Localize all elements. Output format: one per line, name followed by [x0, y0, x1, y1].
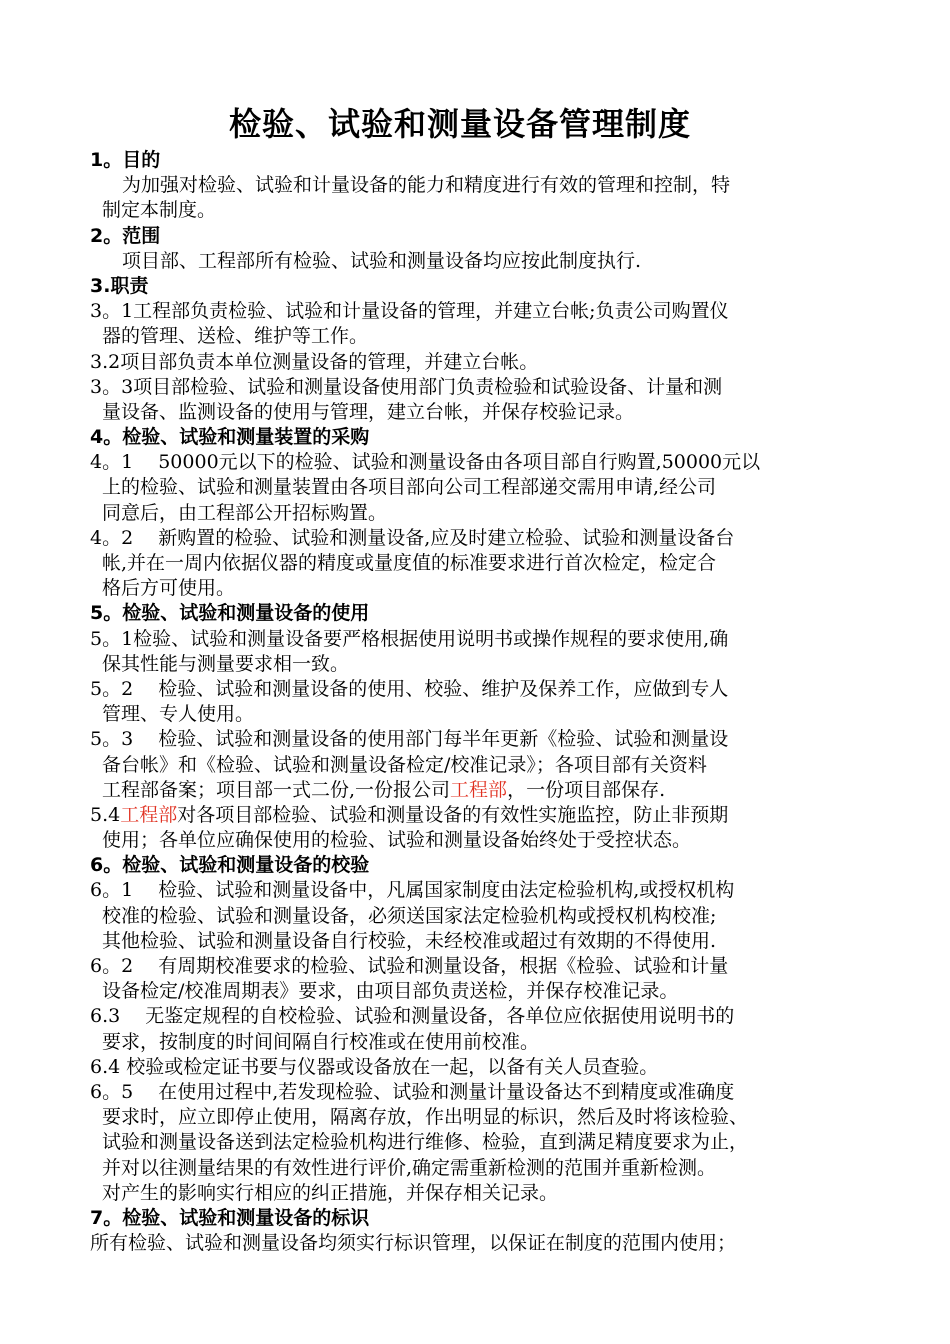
paragraph-line: 使用；各单位应确保使用的检验、试验和测量设备始终处于受控状态。	[102, 829, 692, 852]
section-heading: 3.职责	[90, 274, 149, 297]
paragraph-line: 6。1 检验、试验和测量设备中，凡属国家制度由法定检验机构,或授权机构	[90, 879, 735, 902]
paragraph-line: 要求，按制度的时间间隔自行校准或在使用前校准。	[102, 1030, 540, 1053]
paragraph-line: 试验和测量设备送到法定检验机构进行维修、检验，直到满足精度要求为止，	[102, 1131, 749, 1154]
section-heading: 6。检验、试验和测量设备的校验	[90, 854, 370, 877]
paragraph-line: 器的管理、送检、维护等工作。	[102, 325, 369, 348]
section-heading: 1。目的	[90, 149, 161, 171]
paragraph-line: 项目部、工程部所有检验、试验和测量设备均应按此制度执行.	[122, 249, 642, 272]
paragraph-line: 备台帐》和《检验、试验和测量设备检定/校准记录》；各项目部有关资料	[102, 753, 707, 776]
paragraph-line: 制定本制度。	[102, 199, 217, 222]
paragraph-line: 设备检定/校准周期表》要求，由项目部负责送检，并保存校准记录。	[102, 980, 679, 1003]
paragraph-line: 4。2 新购置的检验、试验和测量设备,应及时建立检验、试验和测量设备台	[90, 526, 735, 549]
paragraph-line: 同意后，由工程部公开招标购置。	[102, 501, 388, 524]
line-text: 5.4	[90, 803, 121, 826]
paragraph-line: 6。2 有周期校准要求的检验、试验和测量设备，根据《检验、试验和计量	[90, 955, 729, 977]
paragraph-line: 帐,并在一周内依据仪器的精度或量度值的标准要求进行首次检定，检定合	[102, 552, 717, 574]
section-heading: 5。检验、试验和测量设备的使用	[90, 602, 370, 625]
highlighted-text: 工程部	[120, 803, 178, 826]
paragraph-line: 3。1工程部负责检验、试验和计量设备的管理，并建立台帐;负责公司购置仪	[90, 300, 729, 323]
paragraph-line: 要求时，应立即停止使用，隔离存放，作出明显的标识，然后及时将该检验、	[102, 1106, 749, 1129]
paragraph-line: 3。3项目部检验、试验和测量设备使用部门负责检验和试验设备、计量和测	[90, 375, 723, 398]
line-text: 对各项目部检验、试验和测量设备的有效性实施监控，防止非预期	[177, 803, 729, 826]
paragraph-line: 为加强对检验、试验和计量设备的能力和精度进行有效的管理和控制，特	[122, 174, 731, 197]
paragraph-line: 上的检验、试验和测量装置由各项目部向公司工程部递交需用申请,经公司	[102, 476, 717, 499]
line-text: ，一份项目部保存.	[507, 778, 666, 801]
section-heading: 4。检验、试验和测量装置的采购	[90, 426, 370, 449]
paragraph-line: 6。5 在使用过程中,若发现检验、试验和测量计量设备达不到精度或准确度	[90, 1080, 735, 1103]
paragraph-line: 其他检验、试验和测量设备自行校验，未经校准或超过有效期的不得使用.	[102, 929, 717, 952]
paragraph-line: 格后方可使用。	[102, 577, 236, 600]
paragraph-line	[90, 778, 875, 803]
paragraph-line: 对产生的影响实行相应的纠正措施，并保存相关记录。	[102, 1181, 559, 1204]
paragraph-line: 所有检验、试验和测量设备均须实行标识管理，以保证在制度的范围内使用；	[90, 1232, 737, 1255]
paragraph-line: 5。2 检验、试验和测量设备的使用、校验、维护及保养工作，应做到专人	[90, 677, 729, 700]
section-heading: 7。检验、试验和测量设备的标识	[90, 1206, 370, 1229]
paragraph-line: 3.2项目部负责本单位测量设备的管理，并建立台帐。	[90, 350, 539, 373]
line-text: 工程部备案；项目部一式二份,一份报公司	[102, 778, 451, 801]
paragraph-line: 6.3 无鉴定规程的自校检验、试验和测量设备，各单位应依据使用说明书的	[90, 1005, 735, 1028]
paragraph-line: 并对以往测量结果的有效性进行评价,确定需重新检测的范围并重新检测。	[102, 1156, 717, 1179]
paragraph-line: 6.4 校验或检定证书要与仪器或设备放在一起，以备有关人员查验。	[90, 1055, 659, 1078]
paragraph-line: 5。1检验、试验和测量设备要严格根据使用说明书或操作规程的要求使用,确	[90, 627, 729, 650]
document-body	[90, 148, 875, 1256]
paragraph-line: 校准的检验、试验和测量设备，必须送国家法定检验机构或授权机构校准;	[102, 904, 717, 927]
document-title: 检验、试验和测量设备管理制度	[228, 105, 691, 143]
paragraph-line	[90, 803, 875, 828]
paragraph-line: 保其性能与测量要求相一致。	[102, 652, 350, 675]
paragraph-line: 4。1 50000元以下的检验、试验和测量设备由各项目部自行购置,50000元以	[90, 451, 761, 474]
highlighted-text: 工程部	[450, 778, 508, 801]
paragraph-line: 5。3 检验、试验和测量设备的使用部门每半年更新《检验、试验和测量设	[90, 728, 729, 751]
paragraph-line: 管理、专人使用。	[102, 703, 255, 726]
paragraph-line: 量设备、监测设备的使用与管理，建立台帐，并保存校验记录。	[102, 400, 635, 423]
section-heading: 2。范围	[90, 224, 161, 247]
